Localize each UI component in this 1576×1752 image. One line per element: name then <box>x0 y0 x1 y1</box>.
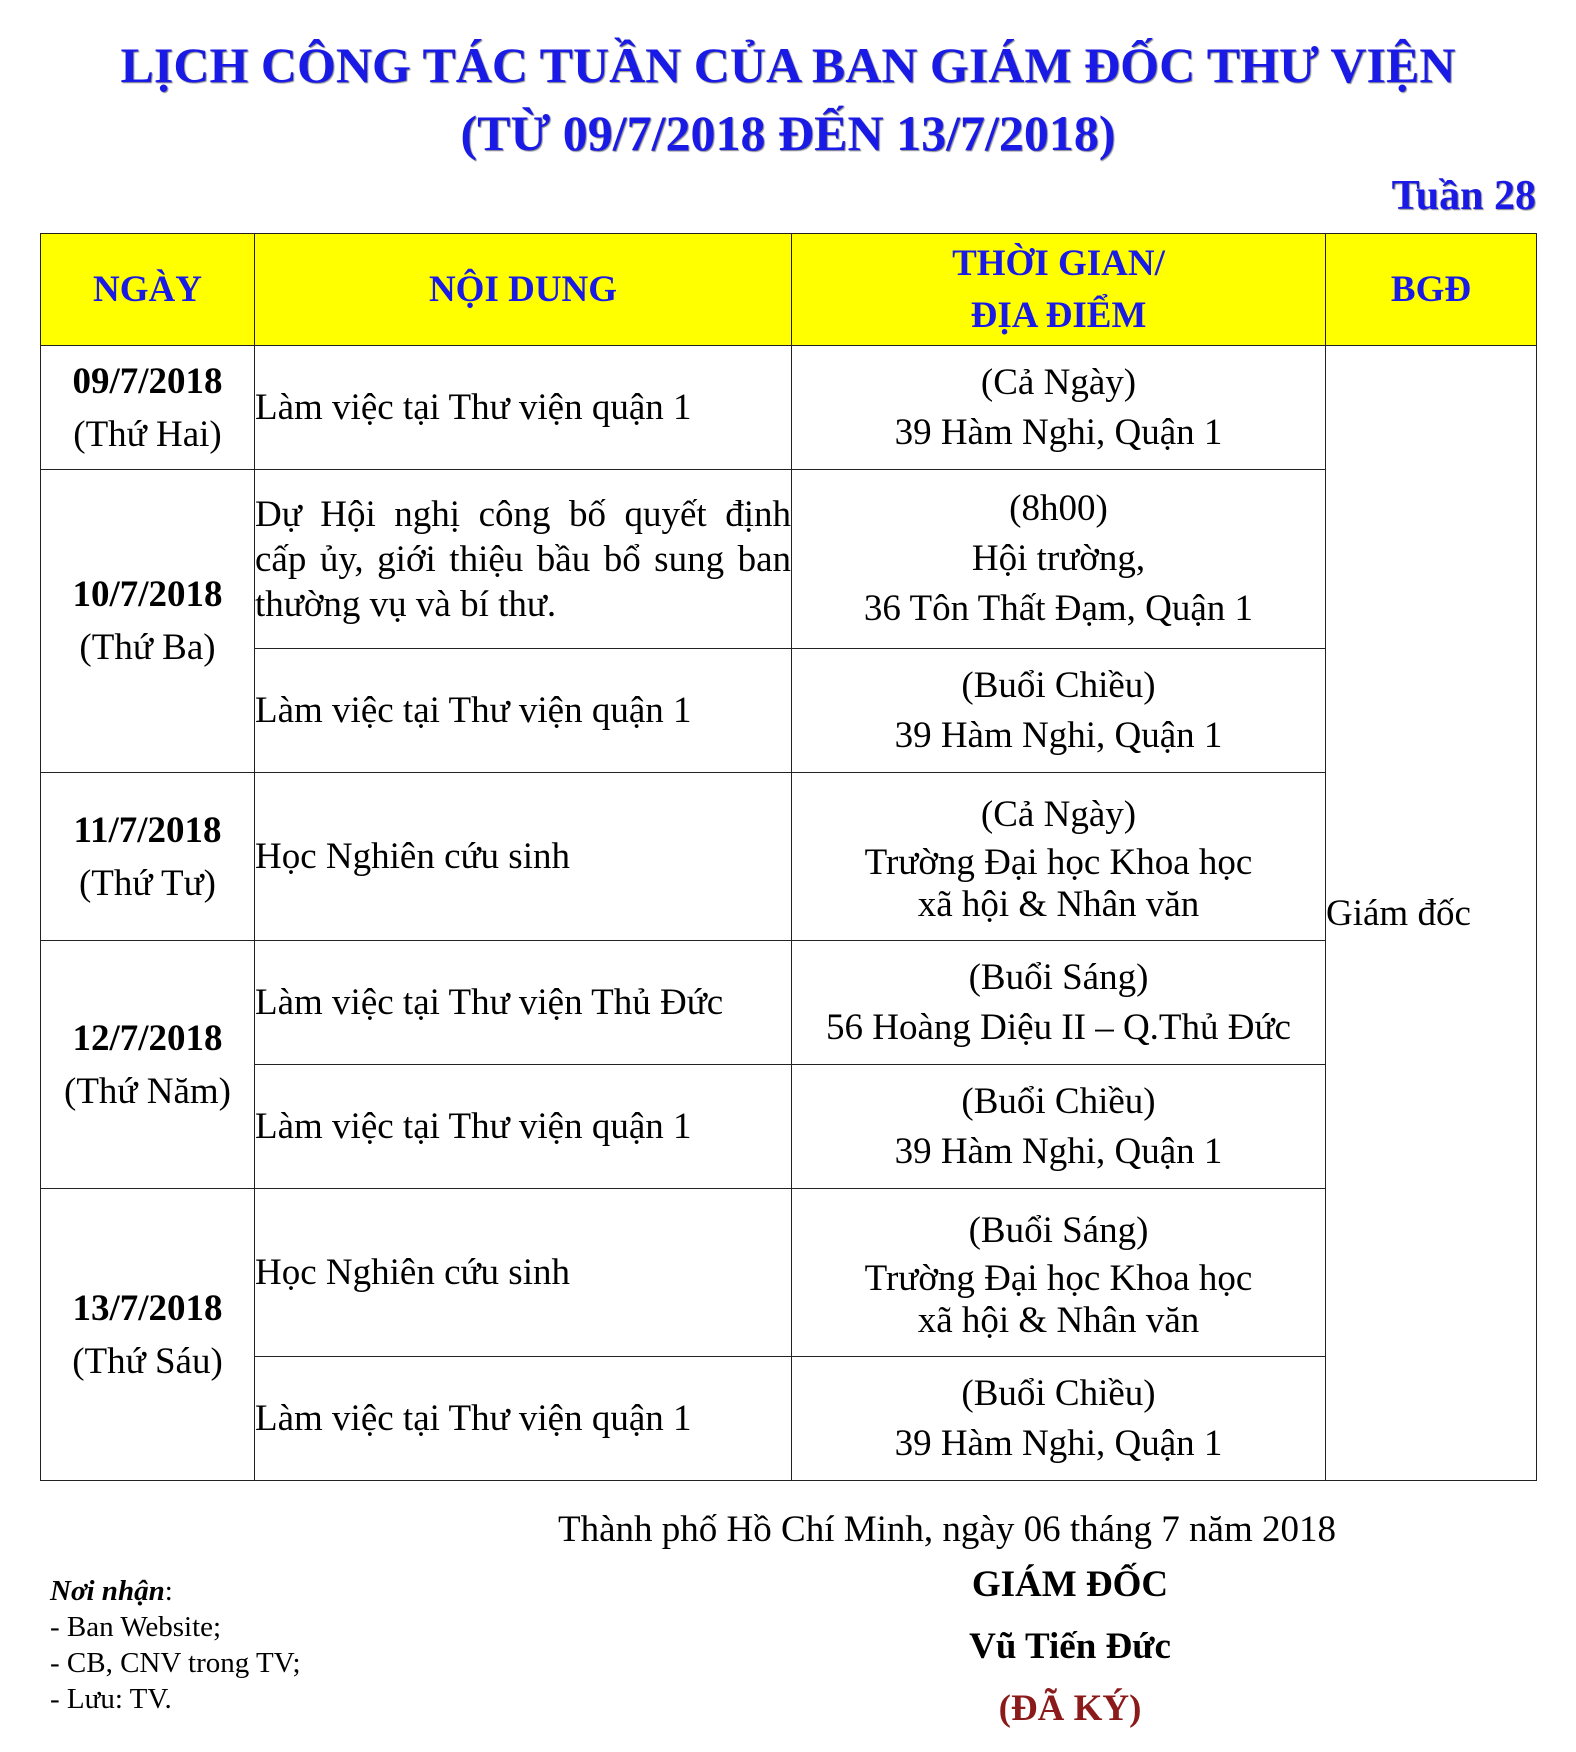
day-cell <box>41 773 255 941</box>
day-date: 13/7/2018 <box>72 1287 223 1329</box>
day-weekday: (Thứ Ba) <box>79 627 216 668</box>
table-header-row <box>41 234 1537 346</box>
header-bgd: BGĐ <box>1326 234 1537 346</box>
content-cell: Làm việc tại Thư viện quận 1 <box>255 1065 792 1189</box>
day-cell <box>41 346 255 470</box>
time-place-cell <box>792 1189 1326 1357</box>
time-text: (Buổi Chiều) <box>961 664 1156 706</box>
content-cell: Học Nghiên cứu sinh <box>255 1189 792 1357</box>
content-cell: Làm việc tại Thư viện quận 1 <box>255 346 792 470</box>
table-row <box>41 1189 1537 1357</box>
recipients-block: Nơi nhận: - Ban Website; - CB, CNV trong TV; - Lưu: TV. <box>50 1575 301 1715</box>
time-place-cell <box>792 1065 1326 1189</box>
content-cell: Học Nghiên cứu sinh <box>255 773 792 941</box>
table-row <box>41 1357 1537 1481</box>
signed-note: (ĐÃ KÝ) <box>998 1688 1142 1729</box>
header-day: NGÀY <box>41 234 255 346</box>
day-weekday: (Thứ Hai) <box>73 413 222 455</box>
header-time-place <box>792 234 1326 346</box>
day-date: 12/7/2018 <box>72 1017 223 1059</box>
place-text: 39 Hàm Nghi, Quận 1 <box>894 1130 1223 1172</box>
recipient-item: - CB, CNV trong TV; <box>50 1647 301 1679</box>
header-time: THỜI GIAN/ <box>952 242 1165 284</box>
time-text: (Buổi Sáng) <box>968 1209 1149 1251</box>
place-text: Trường Đại học Khoa học <box>864 1257 1253 1299</box>
content-cell: Làm việc tại Thư viện Thủ Đức <box>255 941 792 1065</box>
day-date: 09/7/2018 <box>72 360 223 402</box>
time-place-cell <box>792 470 1326 649</box>
day-cell <box>41 470 255 773</box>
table-row <box>41 470 1537 649</box>
place-text: 36 Tôn Thất Đạm, Quận 1 <box>863 588 1254 629</box>
signer-name: Vũ Tiến Đức <box>969 1626 1171 1667</box>
day-date: 11/7/2018 <box>73 809 222 851</box>
document-date-range: (TỪ 09/7/2018 ĐẾN 13/7/2018) <box>460 105 1116 161</box>
header-place: ĐỊA ĐIỂM <box>970 294 1147 336</box>
day-cell <box>41 1189 255 1481</box>
place-text: xã hội & Nhân văn <box>917 1299 1200 1341</box>
recipient-item: - Lưu: TV. <box>50 1683 172 1715</box>
place-text: 39 Hàm Nghi, Quận 1 <box>894 714 1223 756</box>
time-text: (Cả Ngày) <box>980 793 1137 835</box>
time-place-cell <box>792 649 1326 773</box>
table-row <box>41 1065 1537 1189</box>
time-text: (Buổi Sáng) <box>968 956 1149 998</box>
day-weekday: (Thứ Năm) <box>64 1070 231 1112</box>
time-text: (Buổi Chiều) <box>961 1080 1156 1122</box>
time-place-cell <box>792 1357 1326 1481</box>
day-weekday: (Thứ Sáu) <box>72 1340 223 1382</box>
place-text: xã hội & Nhân văn <box>917 883 1200 925</box>
document-title: LỊCH CÔNG TÁC TUẦN CỦA BAN GIÁM ĐỐC THƯ VIỆN <box>120 37 1456 93</box>
content-cell: Làm việc tại Thư viện quận 1 <box>255 649 792 773</box>
table-row <box>41 649 1537 773</box>
time-text: (8h00) <box>1009 488 1108 529</box>
place-text: 39 Hàm Nghi, Quận 1 <box>894 1422 1223 1464</box>
signer-role: GIÁM ĐỐC <box>971 1564 1169 1605</box>
place-text: Trường Đại học Khoa học <box>864 841 1253 883</box>
time-place-cell <box>792 773 1326 941</box>
place-text: 56 Hoàng Diệu II – Q.Thủ Đức <box>826 1006 1291 1048</box>
week-label: Tuần 28 <box>1391 173 1536 219</box>
schedule-table <box>40 233 1537 1481</box>
day-cell <box>41 941 255 1189</box>
day-weekday: (Thứ Tư) <box>78 862 217 904</box>
time-place-cell <box>792 346 1326 470</box>
recipient-item: - Ban Website; <box>50 1611 222 1643</box>
content-cell: Dự Hội nghị công bố quyết định cấp ủy, giới thiệu bầu bổ sung ban thường vụ và bí thư. <box>255 470 792 649</box>
content-cell: Làm việc tại Thư viện quận 1 <box>255 1357 792 1481</box>
bgd-cell: Giám đốc <box>1326 346 1537 1481</box>
table-row <box>41 346 1537 470</box>
city-date-line: Thành phố Hồ Chí Minh, ngày 06 tháng 7 năm 2018 <box>558 1509 1336 1550</box>
time-place-cell <box>792 941 1326 1065</box>
day-date: 10/7/2018 <box>72 574 223 615</box>
time-text: (Cả Ngày) <box>980 361 1137 403</box>
place-text: 39 Hàm Nghi, Quận 1 <box>894 411 1223 453</box>
table-row <box>41 941 1537 1065</box>
time-text: (Buổi Chiều) <box>961 1372 1156 1414</box>
header-content: NỘI DUNG <box>255 234 792 346</box>
table-row <box>41 773 1537 941</box>
place-text: Hội trường, <box>971 538 1146 579</box>
recipients-label: Nơi nhận <box>50 1575 165 1607</box>
